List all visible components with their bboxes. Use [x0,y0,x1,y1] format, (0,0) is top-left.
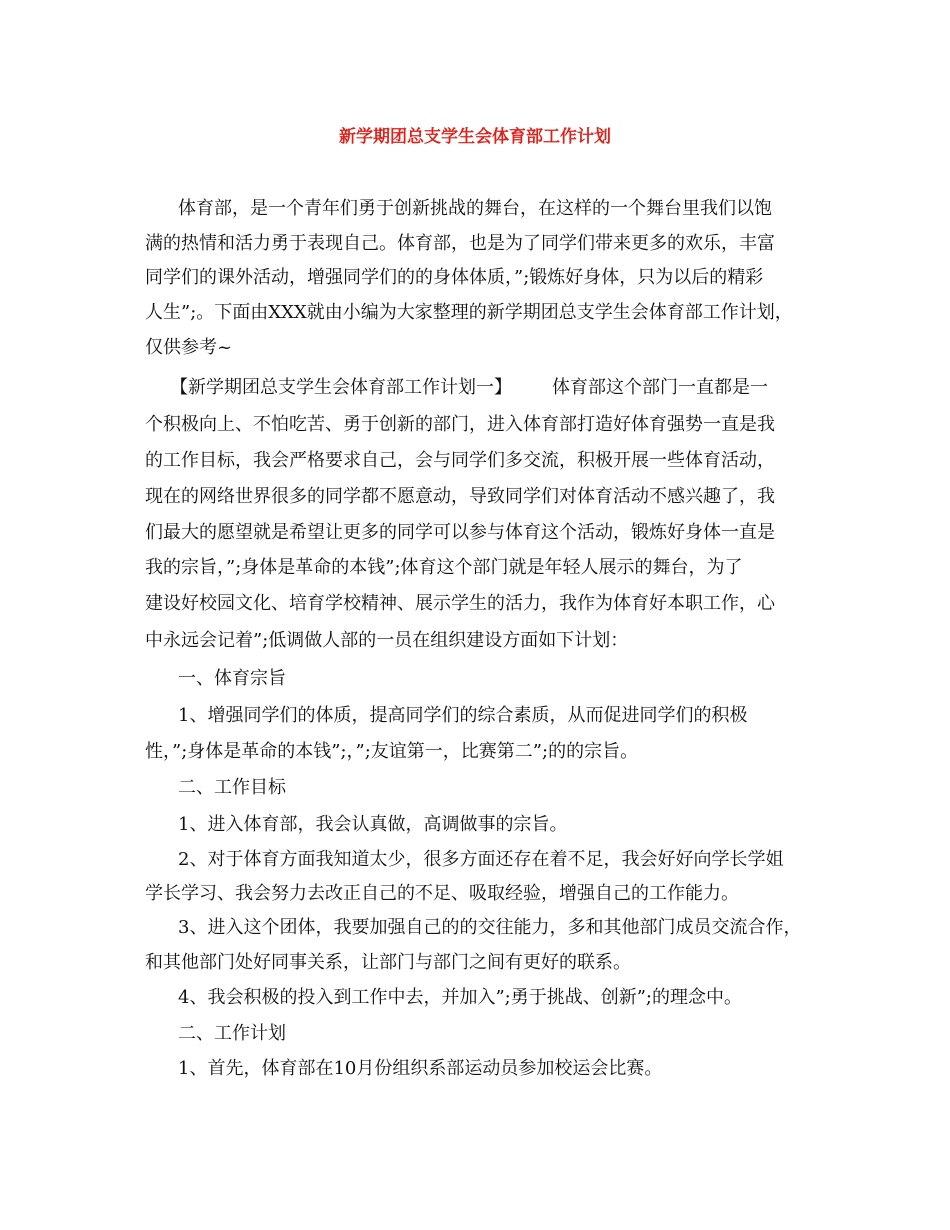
paragraph-line: 满的热情和活力勇于表现自己。体育部，也是为了同学们带来更多的欢乐，丰富 [145,233,775,254]
section-line-plan-one [170,375,768,401]
section-heading: 二、工作目标 [178,777,286,798]
paragraph-line: 3、进入这个团体，我要加强自己的的交往能力，多和其他部门成员交流合作， [178,917,802,938]
paragraph-line: 体育部，是一个青年们勇于创新挑战的舞台，在这样的一个舞台里我们以饱 [178,198,772,219]
paragraph-line: 们最大的愿望就是希望让更多的同学可以参与体育这个活动，锻炼好身体一直是 [145,522,775,543]
paragraph-line: 性，”;身体是革命的本钱”;，”;友谊第一，比赛第二”;的的宗旨。 [145,741,639,762]
section-heading: 二、工作计划 [178,1023,286,1044]
paragraph-line: 我的宗旨，”;身体是革命的本钱”;体育这个部门就是年轻人展示的舞台，为了 [145,557,743,578]
paragraph-line: 同学们的课外活动，增强同学们的的身体体质，”;锻炼好身体，只为以后的精彩 [145,267,764,288]
paragraph-line: 1、增强同学们的体质，提高同学们的综合素质，从而促进同学们的积极 [178,705,748,726]
paragraph-line: 的工作目标，我会严格要求自己，会与同学们多交流，积极开展一些体育活动， [145,450,775,471]
paragraph-line: 个积极向上、不怕吃苦、勇于创新的部门，进入体育部打造好体育强势一直是我 [145,414,775,435]
paragraph-line: 2、对于体育方面我知道太少，很多方面还存在着不足，我会好好向学长学姐 [178,849,784,870]
paragraph-line: 建设好校园文化、培育学校精神、展示学生的活力，我作为体育好本职工作，心 [145,593,775,614]
paragraph-line: 人生”;。下面由XXX就由小编为大家整理的新学期团总支学生会体育部工作计划， [145,302,793,323]
paragraph-line: 1、首先，体育部在10月份组织系部运动员参加校运会比赛。 [178,1058,663,1079]
paragraph-line: 1、进入体育部，我会认真做，高调做事的宗旨。 [178,814,568,835]
paragraph-line: 和其他部门处好同事关系，让部门与部门之间有更好的联系。 [145,952,631,973]
paragraph-line: 仅供参考~ [145,337,233,358]
paragraph-line: 中永远会记着”;低调做人部的一员在组织建设方面如下计划： [145,630,629,651]
document-title: 新学期团总支学生会体育部工作计划 [339,127,611,147]
paragraph-line: 4、我会积极的投入到工作中去，并加入”;勇于挑战、创新”;的理念中。 [178,987,742,1008]
section-heading: 一、体育宗旨 [178,668,286,689]
plan-one-heading: 【新学期团总支学生会体育部工作计划一】 [170,377,512,398]
paragraph-line: 学长学习、我会努力去改正自己的不足、吸取经验，增强自己的工作能力。 [145,883,739,904]
paragraph-line: 现在的网络世界很多的同学都不愿意动，导致同学们对体育活动不感兴趣了，我 [145,486,775,507]
plan-one-first-text: 体育部这个部门一直都是一 [552,377,768,398]
